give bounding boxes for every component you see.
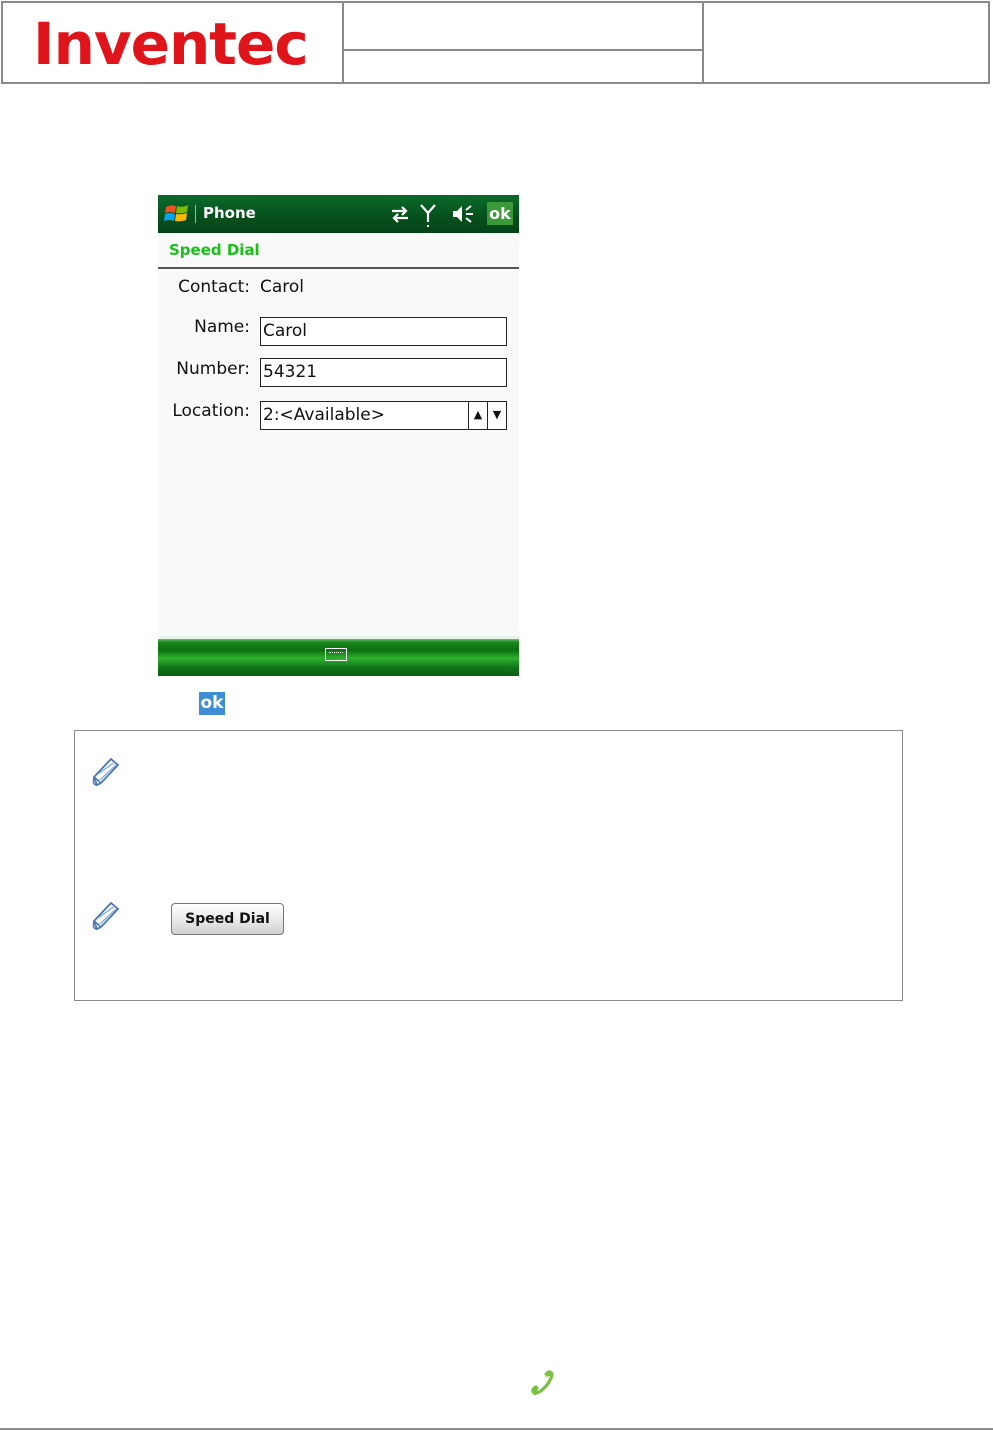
phone-handset-icon (527, 1368, 557, 1398)
document-header (1, 1, 990, 84)
speaker-muted-icon[interactable] (450, 202, 476, 226)
ok-inline-icon: ok (200, 693, 224, 713)
pencil-note-icon (89, 899, 123, 933)
location-label: Location: (172, 401, 250, 421)
phone-titlebar (158, 195, 519, 233)
titlebar-separator (195, 205, 196, 223)
contact-label: Contact: (178, 277, 250, 297)
header-logo-cell (3, 3, 344, 82)
keyboard-icon[interactable] (325, 648, 347, 661)
phone-softkey-bar (158, 636, 519, 676)
windows-start-icon[interactable] (164, 201, 190, 227)
spin-down-button[interactable]: ▼ (487, 402, 506, 429)
phone-title: Phone (203, 204, 256, 222)
header-title-cell (344, 3, 704, 82)
softkey-bar-edge (158, 636, 519, 639)
number-label: Number: (176, 359, 250, 379)
pencil-note-icon (89, 755, 123, 789)
name-label: Name: (194, 317, 250, 337)
inventec-logo: Inventec (33, 10, 308, 78)
location-value: 2:<Available> (263, 405, 385, 425)
name-field[interactable]: Carol (260, 317, 507, 346)
footer-rule (0, 1428, 993, 1430)
speed-dial-heading: Speed Dial (169, 241, 260, 259)
ok-button[interactable]: ok (487, 202, 513, 225)
number-field[interactable]: 54321 (260, 358, 507, 387)
note-box (74, 730, 903, 1001)
speed-dial-button: Speed Dial (171, 903, 284, 935)
phone-screenshot (158, 195, 519, 676)
signal-icon[interactable] (418, 202, 438, 228)
sync-icon[interactable] (388, 202, 412, 226)
spin-up-button[interactable]: ▲ (468, 402, 487, 429)
contact-value: Carol (260, 277, 305, 297)
heading-divider (158, 267, 519, 269)
header-divider (344, 49, 702, 51)
location-spinner[interactable] (260, 401, 507, 430)
